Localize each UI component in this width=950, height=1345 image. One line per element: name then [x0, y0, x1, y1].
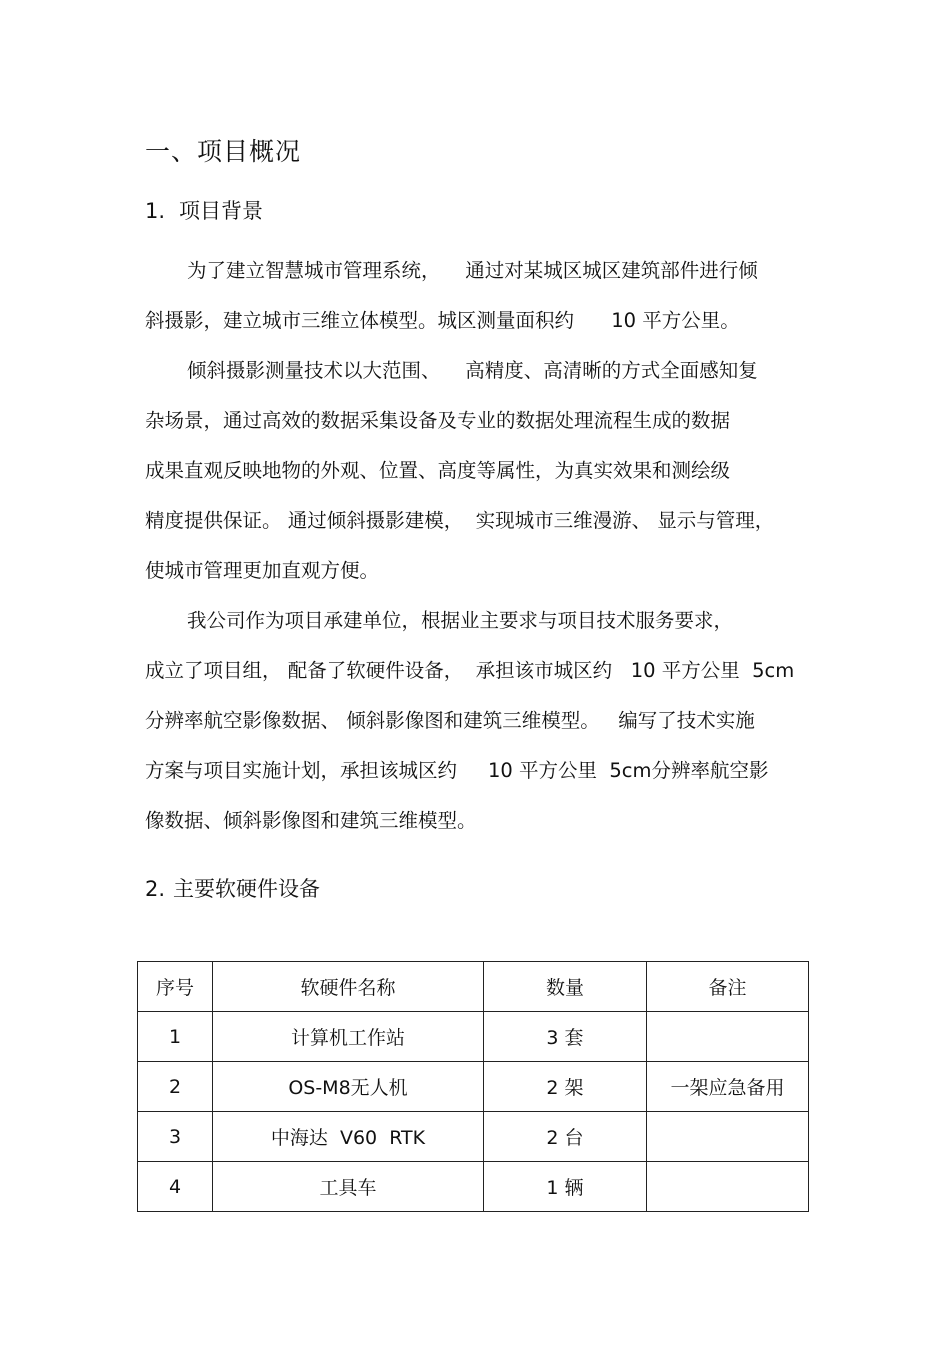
table-cell: 1 辆: [484, 1162, 647, 1212]
table-cell: [647, 1162, 809, 1212]
paragraph-company: [145, 596, 825, 846]
table-cell: 3: [138, 1112, 213, 1162]
paragraph-line: 分辨率航空影像数据、 倾斜影像图和建筑三维模型。 编写了技术实施: [145, 709, 755, 732]
section-title: 一、项目概况: [145, 137, 302, 166]
table-cell: 工具车: [213, 1162, 484, 1212]
paragraph-line: 成立了项目组， 配备了软硬件设备， 承担该市城区约 10 平方公里 5cm: [145, 659, 795, 682]
equipment-table: [137, 961, 809, 1212]
paragraph-background: [145, 246, 825, 346]
table-row: [138, 1112, 809, 1162]
paragraph-line: 杂场景，通过高效的数据采集设备及专业的数据处理流程生成的数据: [145, 409, 731, 432]
table-cell: [647, 1112, 809, 1162]
paragraph-line: 倾斜摄影测量技术以大范围、 高精度、高清晰的方式全面感知复: [187, 359, 758, 382]
paragraph-technology: [145, 346, 825, 596]
table-cell: 4: [138, 1162, 213, 1212]
table-cell: OS-M8无人机: [213, 1062, 484, 1112]
table-header-cell: 数量: [484, 962, 647, 1012]
table-cell: 2 台: [484, 1112, 647, 1162]
paragraph-line: 我公司作为项目承建单位，根据业主要求与项目技术服务要求，: [187, 609, 734, 632]
table-header-row: [138, 962, 809, 1012]
subsection-heading-background: [145, 194, 263, 228]
subsection-number: 1.: [145, 199, 166, 223]
table-row: [138, 1062, 809, 1112]
subsection-title: 项目背景: [179, 199, 264, 223]
table-cell: 计算机工作站: [213, 1012, 484, 1062]
paragraph-line: 斜摄影，建立城市三维立体模型。城区测量面积约 10 平方公里。: [145, 309, 740, 332]
table-cell: 3 套: [484, 1012, 647, 1062]
table-cell: 中海达 V60 RTK: [213, 1112, 484, 1162]
paragraph-line: 使城市管理更加直观方便。: [145, 559, 380, 582]
paragraph-line: 方案与项目实施计划，承担该城区约 10 平方公里 5cm分辨率航空影: [145, 759, 769, 782]
table-header-cell: 备注: [647, 962, 809, 1012]
table-cell: 2 架: [484, 1062, 647, 1112]
paragraph-line: 为了建立智慧城市管理系统， 通过对某城区城区建筑部件进行倾: [187, 259, 758, 282]
subsection-number: 2.: [145, 877, 166, 901]
table-row: [138, 1162, 809, 1212]
table-cell: 1: [138, 1012, 213, 1062]
table-header-cell: 软硬件名称: [213, 962, 484, 1012]
paragraph-line: 精度提供保证。 通过倾斜摄影建模， 实现城市三维漫游、 显示与管理，: [145, 509, 775, 532]
table-cell: [647, 1012, 809, 1062]
subsection-title: 主要软硬件设备: [173, 877, 321, 901]
table-header-cell: 序号: [138, 962, 213, 1012]
paragraph-line: 成果直观反映地物的外观、位置、高度等属性，为真实效果和测绘级: [145, 459, 731, 482]
table-cell: 2: [138, 1062, 213, 1112]
table-row: [138, 1012, 809, 1062]
paragraph-line: 像数据、倾斜影像图和建筑三维模型。: [145, 809, 477, 832]
subsection-heading-equipment: [145, 872, 320, 906]
table-cell: 一架应急备用: [647, 1062, 809, 1112]
